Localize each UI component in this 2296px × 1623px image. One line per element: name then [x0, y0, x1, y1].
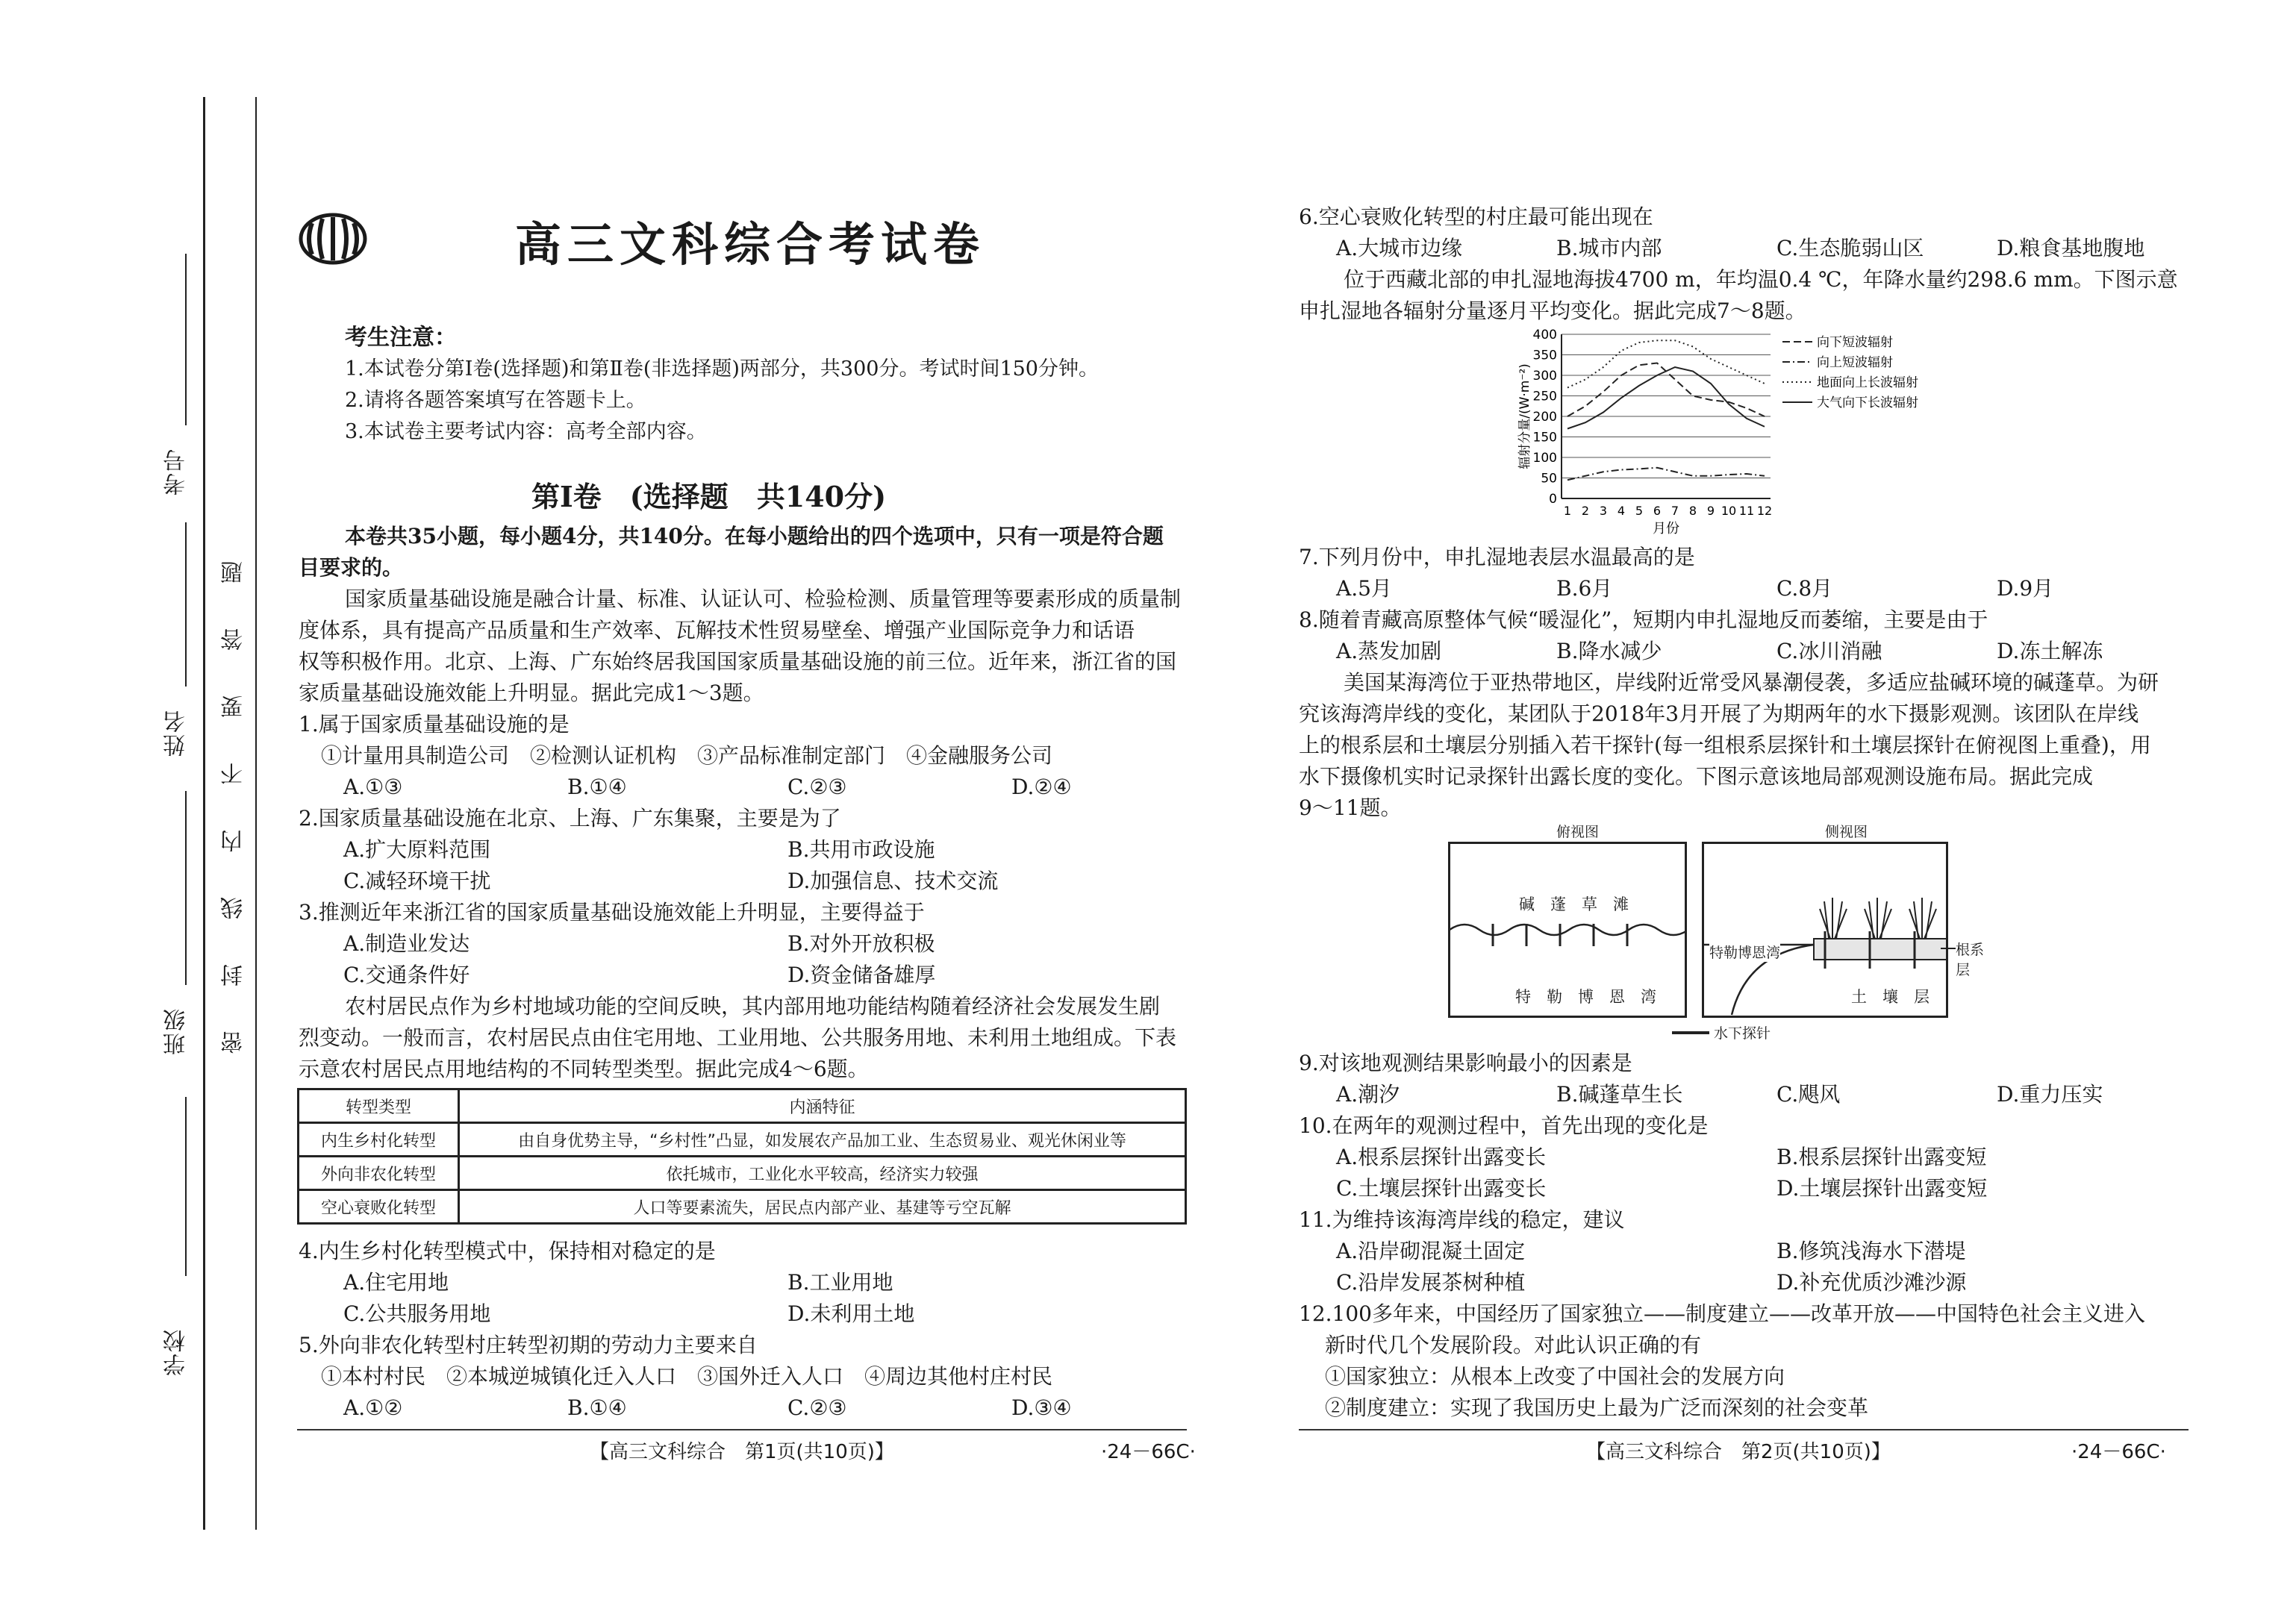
school-underline: [185, 1097, 187, 1276]
q6-stem: 6.空心衰败化转型的村庄最可能出现在: [1299, 204, 1653, 229]
side-view-bay-label: 特勒博恩湾: [1709, 942, 1780, 962]
footer-rule-left: [297, 1429, 1187, 1430]
q5-stem: 5.外向非农化转型村庄转型初期的劳动力主要来自: [299, 1333, 758, 1357]
q10-stem: 10.在两年的观测过程中，首先出现的变化是: [1299, 1113, 1709, 1138]
q7-option-a[interactable]: A.5月: [1336, 576, 1392, 601]
table-cell: 依托城市，工业化水平较高，经济实力较强: [459, 1157, 1186, 1190]
x-tick-label: 4: [1617, 504, 1626, 518]
q2-option-a[interactable]: A.扩大原料范围: [343, 837, 491, 862]
q11-option-b[interactable]: B.修筑浅海水下潜堤: [1776, 1239, 1966, 1263]
q11-option-a[interactable]: A.沿岸砌混凝土固定: [1336, 1239, 1526, 1263]
passage3-line1: 位于西藏北部的申扎湿地海拔4700 m，年均温0.4 ℃，年降水量约298.6 mm。下图示意: [1344, 267, 2178, 292]
q5-option-a[interactable]: A.①②: [343, 1395, 403, 1420]
q3-option-d[interactable]: D.资金储备雄厚: [787, 963, 936, 987]
series-line: [1567, 340, 1765, 387]
q2-stem: 2.国家质量基础设施在北京、上海、广东集聚，主要是为了: [299, 806, 841, 831]
section-intro-2: 目要求的。: [299, 555, 404, 580]
q9-stem: 9.对该地观测结果影响最小的因素是: [1299, 1051, 1632, 1075]
notice-2: 2.请将各题答案填写在答题卡上。: [345, 389, 646, 412]
y-tick-label: 50: [1541, 471, 1557, 487]
q5-option-b[interactable]: B.①④: [567, 1395, 627, 1420]
school-label: 学校: [163, 1328, 190, 1376]
table-cell: 由自身优势主导，“乡村性”凸显，如发展农产品加工业、生态贸易业、观光休闲业等: [459, 1123, 1186, 1157]
exam-no-label: 考号: [163, 448, 190, 495]
q1-option-a[interactable]: A.①③: [343, 775, 403, 799]
x-tick-label: 1: [1563, 504, 1572, 518]
passage2-line1: 农村居民点作为乡村地域功能的空间反映，其内部用地功能结构随着经济社会发展发生剧: [345, 994, 1161, 1019]
q4-stem: 4.内生乡村化转型模式中，保持相对稳定的是: [299, 1239, 716, 1263]
table-row: [299, 1190, 1186, 1224]
q1-items: ①计量用具制造公司 ②检测认证机构 ③产品标准制定部门 ④金融服务公司: [321, 743, 1053, 768]
passage3-line2: 申扎湿地各辐射分量逐月平均变化。据此完成7～8题。: [1299, 298, 1806, 323]
table-cell: 空心衰败化转型: [299, 1190, 459, 1224]
probe-legend-label: 水下探针: [1714, 1025, 1771, 1042]
passage1-line4: 家质量基础设施效能上升明显。据此完成1～3题。: [299, 681, 764, 705]
passage4-line5: 9～11题。: [1299, 795, 1402, 820]
passage4-line3: 上的根系层和土壤层分别插入若干探针(每一组根系层探针和土壤层探针在俯视图上重叠)，用: [1299, 733, 2151, 757]
observation-diagram: [1448, 821, 1985, 1045]
x-tick-label: 2: [1581, 504, 1590, 518]
x-tick-label: 7: [1670, 504, 1679, 518]
q9-option-b[interactable]: B.碱蓬草生长: [1556, 1082, 1683, 1107]
footer-right-text: 【高三文科综合 第2页(共10页)】: [1586, 1441, 1891, 1463]
page-title: 高三文科综合考试卷: [515, 217, 986, 272]
q10-option-d[interactable]: D.土壤层探针出露变短: [1776, 1176, 1988, 1201]
q6-option-a[interactable]: A.大城市边缘: [1336, 236, 1463, 260]
legend-entry: 大气向下长波辐射: [1817, 395, 1918, 410]
binding-line-inner: [255, 97, 257, 1530]
q8-option-c[interactable]: C.冰川消融: [1776, 639, 1882, 663]
table-cell: 内生乡村化转型: [299, 1123, 459, 1157]
q9-option-a[interactable]: A.潮汐: [1336, 1082, 1400, 1107]
x-tick-label: 5: [1635, 504, 1644, 518]
y-axis-label: 辐射分量/(W·m⁻²): [1517, 363, 1532, 469]
table-cell: 外向非农化转型: [299, 1157, 459, 1190]
q3-option-a[interactable]: A.制造业发达: [343, 931, 470, 956]
footer-right-code: ·24－66C·: [2071, 1441, 2166, 1463]
q4-option-c[interactable]: C.公共服务用地: [343, 1301, 491, 1326]
name-label: 姓名: [163, 709, 190, 757]
q3-stem: 3.推测近年来浙江省的国家质量基础设施效能上升明显，主要得益于: [299, 900, 925, 925]
q11-option-d[interactable]: D.补充优质沙滩沙源: [1776, 1270, 1967, 1295]
footer-left-text: 【高三文科综合 第1页(共10页)】: [590, 1441, 894, 1463]
notice-title: 考生注意：: [345, 325, 457, 351]
q10-option-b[interactable]: B.根系层探针出露变短: [1776, 1145, 1987, 1169]
q12-stem-2: 新时代几个发展阶段。对此认识正确的有: [1325, 1333, 1702, 1357]
q5-items: ①本村村民 ②本城逆城镇化迁入人口 ③国外迁入人口 ④周边其他村庄村民: [321, 1364, 1053, 1389]
q7-stem: 7.下列月份中，申扎湿地表层水温最高的是: [1299, 545, 1695, 569]
passage1-line3: 权等积极作用。北京、上海、广东始终居我国国家质量基础设施的前三位。近年来，浙江省的国: [299, 649, 1177, 674]
series-line: [1567, 367, 1765, 429]
x-axis-label: 月份: [1653, 521, 1679, 536]
q6-option-c[interactable]: C.生态脆弱山区: [1776, 236, 1924, 260]
y-tick-label: 300: [1532, 369, 1557, 384]
q3-option-b[interactable]: B.对外开放积极: [787, 931, 935, 956]
top-view-title: 俯视图: [1556, 824, 1600, 840]
q8-option-d[interactable]: D.冻土解冻: [1997, 639, 2103, 663]
q10-option-a[interactable]: A.根系层探针出露变长: [1336, 1145, 1547, 1169]
x-tick-label: 8: [1688, 504, 1697, 518]
top-view-lower-label: 特 勒 博 恩 湾: [1515, 988, 1656, 1006]
q6-option-d[interactable]: D.粮食基地腹地: [1997, 236, 2145, 260]
q7-option-d[interactable]: D.9月: [1997, 576, 2054, 601]
transition-table: [297, 1088, 1187, 1225]
footer-left-code: ·24－66C·: [1101, 1441, 1196, 1463]
side-view-soil-label: 土 壤 层: [1851, 988, 1930, 1006]
passage2-line3: 示意农村居民点用地结构的不同转型类型。据此完成4～6题。: [299, 1057, 869, 1081]
q4-option-a[interactable]: A.住宅用地: [343, 1270, 449, 1295]
y-tick-label: 100: [1532, 451, 1557, 466]
section-intro-1: 本卷共35小题，每小题4分，共140分。在每小题给出的四个选项中，只有一项是符合题: [345, 524, 1164, 548]
q1-option-b[interactable]: B.①④: [567, 775, 627, 799]
q2-option-c[interactable]: C.减轻环境干扰: [343, 869, 491, 893]
q3-option-c[interactable]: C.交通条件好: [343, 963, 470, 987]
q2-option-d[interactable]: D.加强信息、技术交流: [787, 869, 999, 893]
logo-icon: [299, 213, 367, 265]
x-tick-label: 12: [1756, 504, 1773, 518]
q9-option-c[interactable]: C.飓风: [1776, 1082, 1841, 1107]
x-tick-label: 3: [1599, 504, 1608, 518]
q12-stem-1: 12.100多年来，中国经历了国家独立——制度建立——改革开放——中国特色社会主义进入: [1299, 1301, 2145, 1326]
table-row: [299, 1123, 1186, 1157]
legend-entry: 地面向上长波辐射: [1817, 375, 1918, 390]
q9-option-d[interactable]: D.重力压实: [1997, 1082, 2103, 1107]
passage4-line4: 水下摄像机实时记录探针出露长度的变化。下图示意该地局部观测设施布局。据此完成: [1299, 764, 2094, 789]
q11-stem: 11.为维持该海湾岸线的稳定，建议: [1299, 1207, 1625, 1232]
table-header-row: [299, 1089, 1186, 1123]
passage1-line2: 度体系，具有提高产品质量和生产效率、瓦解技术性贸易壁垒、增强产业国际竞争力和话语: [299, 618, 1135, 642]
radiation-chart: [1500, 327, 1918, 536]
side-view-title: 侧视图: [1825, 824, 1868, 840]
x-tick-label: 9: [1706, 504, 1715, 518]
passage2-line2: 烈变动。一般而言，农村居民点由住宅用地、工业用地、公共服务用地、未利用土地组成。下表: [299, 1025, 1177, 1050]
footer-rule-right: [1299, 1429, 2189, 1430]
x-tick-label: 11: [1738, 504, 1755, 518]
y-tick-label: 400: [1532, 328, 1557, 343]
x-tick-label: 10: [1721, 504, 1737, 518]
x-tick-label: 6: [1653, 504, 1662, 518]
legend-entry: 向上短波辐射: [1817, 355, 1893, 370]
passage4-line2: 究该海湾岸线的变化，某团队于2018年3月开展了为期两年的水下摄影观测。该团队在岸线: [1299, 701, 2139, 726]
q6-option-b[interactable]: B.城市内部: [1556, 236, 1662, 260]
y-tick-label: 250: [1532, 389, 1557, 404]
q7-option-b[interactable]: B.6月: [1556, 576, 1613, 601]
q8-option-a[interactable]: A.蒸发加剧: [1336, 639, 1442, 663]
y-tick-label: 150: [1532, 430, 1557, 445]
table-cell: 人口等要素流失，居民点内部产业、基建等亏空瓦解: [459, 1190, 1186, 1224]
passage1-line1: 国家质量基础设施是融合计量、标准、认证认可、检验检测、质量管理等要素形成的质量制: [345, 587, 1182, 611]
top-view-upper-label: 碱 蓬 草 滩: [1519, 895, 1629, 913]
q4-option-d[interactable]: D.未利用土地: [787, 1301, 915, 1326]
notice-3: 3.本试卷主要考试内容：高考全部内容。: [345, 420, 707, 443]
notice-1: 1.本试卷分第Ⅰ卷(选择题)和第Ⅱ卷(非选择题)两部分，共300分。考试时间150分钟。: [345, 357, 1099, 381]
q12-item-2: ②制度建立：实现了我国历史上最为广泛而深刻的社会变革: [1325, 1395, 1869, 1420]
passage4-line1: 美国某海湾位于亚热带地区，岸线附近常受风暴潮侵袭，多适应盐碱环境的碱蓬草。为研: [1344, 670, 2159, 695]
y-tick-label: 200: [1532, 410, 1557, 425]
q5-option-d[interactable]: D.③④: [1011, 1395, 1072, 1420]
q7-option-c[interactable]: C.8月: [1776, 576, 1833, 601]
q5-option-c[interactable]: C.②③: [787, 1395, 847, 1420]
q1-option-d[interactable]: D.②④: [1011, 775, 1072, 799]
binding-line-outer: [203, 97, 205, 1530]
q2-option-b[interactable]: B.共用市政设施: [787, 837, 935, 862]
legend-entry: 向下短波辐射: [1817, 335, 1893, 350]
q10-option-c[interactable]: C.土壤层探针出露变长: [1336, 1176, 1547, 1201]
q1-stem: 1.属于国家质量基础设施的是: [299, 712, 570, 737]
side-view-root-label: 根系层: [1956, 942, 1985, 978]
q8-stem: 8.随着青藏高原整体气候“暖湿化”，短期内申扎湿地反而萎缩，主要是由于: [1299, 607, 1988, 632]
q8-option-b[interactable]: B.降水减少: [1556, 639, 1662, 663]
table-header: 内涵特征: [459, 1089, 1186, 1123]
table-header: 转型类型: [299, 1089, 459, 1123]
exam-no-underline: [185, 254, 187, 425]
y-tick-label: 0: [1549, 492, 1557, 507]
y-tick-label: 350: [1532, 348, 1557, 363]
q4-option-b[interactable]: B.工业用地: [787, 1270, 893, 1295]
class-underline: [185, 791, 187, 985]
root-label-arrow: [1941, 948, 1956, 949]
class-label: 班级: [163, 1007, 190, 1055]
table-row: [299, 1157, 1186, 1190]
q1-option-c[interactable]: C.②③: [787, 775, 847, 799]
q12-item-1: ①国家独立：从根本上改变了中国社会的发展方向: [1325, 1364, 1785, 1389]
name-underline: [185, 522, 187, 687]
q11-option-c[interactable]: C.沿岸发展茶树种植: [1336, 1270, 1526, 1295]
probe-legend-line: [1672, 1031, 1709, 1034]
section-title: 第Ⅰ卷 (选择题 共140分): [531, 480, 887, 513]
